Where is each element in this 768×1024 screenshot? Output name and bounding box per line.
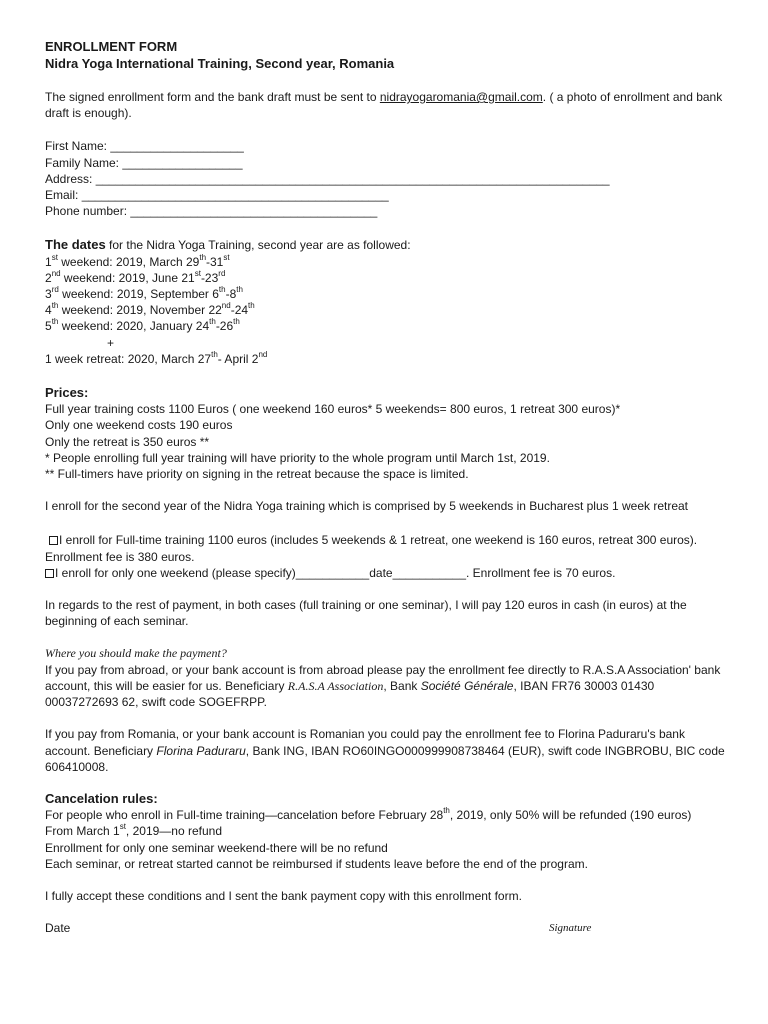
form-subtitle: Nidra Yoga International Training, Second year, Romania [45, 56, 395, 71]
cancellation-rule: Enrollment for only one seminar weekend-there will be no refund [45, 840, 388, 855]
email-label: Email: [45, 188, 79, 203]
weekend-5: 5th weekend: 2020, January 24th-26th [45, 317, 240, 334]
first-name-label: First Name: [45, 139, 108, 154]
cancellation-section [45, 791, 725, 872]
full-time-label: I enroll for Full-time training 1100 euros (includes 5 weekends & 1 retreat, one weekend is 160 euros, retreat 300 euros). Enrollment fee is 380 euros. [45, 533, 698, 564]
cancellation-heading: Cancelation rules: [45, 790, 158, 806]
intro-text: The signed enrollment form and the bank draft must be sent to [45, 90, 380, 104]
form-title: ENROLLMENT FORM [45, 39, 178, 54]
phone-blank[interactable]: _____________________________________ [130, 204, 378, 219]
email-blank[interactable]: ______________________________________________ [81, 188, 389, 203]
weekend-specify-blank[interactable]: ___________ [295, 565, 370, 580]
abroad-payment-paragraph: If you pay from abroad, or your bank account is from abroad please pay the enrollment fee directly to R.A.S.A Association' bank account, this will be easier for us. Beneficiary R.A.S.A Association, Bank Société Générale, IBAN FR76 30003 01430 00037272693 62, swift code SOGEFRPP. [45, 662, 721, 710]
email-link[interactable]: nidrayogaromania@gmail.com [379, 90, 543, 104]
full-time-option[interactable] [45, 532, 725, 564]
weekend-date-blank[interactable]: ___________ [392, 565, 466, 580]
prices-heading: Prices: [45, 385, 89, 401]
address-field[interactable] [45, 171, 725, 187]
first-name-blank[interactable]: ____________________ [110, 139, 244, 154]
acceptance-statement: I fully accept these conditions and I sent the bank payment copy with this enrollment form. [45, 888, 522, 903]
enrollment-options [45, 532, 725, 581]
prices-section [45, 385, 725, 482]
abroad-bank: Société Générale [420, 678, 514, 693]
family-name-blank[interactable]: __________________ [122, 155, 243, 170]
one-weekend-label: I enroll for only one weekend (please specify) [55, 565, 296, 580]
date-label: date [369, 565, 393, 580]
price-note: * People enrolling full year training will have priority to the whole program until March 1st, 2019. [45, 450, 550, 465]
payment-question: Where you should make the payment? [45, 646, 227, 661]
signature-row [45, 920, 725, 937]
one-weekend-fee: . Enrollment fee is 70 euros. [466, 565, 616, 580]
weekend-1: 1st weekend: 2019, March 29th-31st [45, 252, 230, 269]
weekend-4: 4th weekend: 2019, November 22nd-24th [45, 301, 255, 318]
email-field[interactable] [45, 187, 725, 203]
dates-intro-text: for the Nidra Yoga Training, second year are as followed: [105, 238, 411, 253]
cancellation-rule: For people who enroll in Full-time training—cancelation before February 28th, 2019, only 50% will be refunded (190 euros) [45, 806, 692, 823]
price-line: Only one weekend costs 190 euros [45, 418, 233, 433]
family-name-label: Family Name: [45, 155, 120, 170]
abroad-beneficiary: R.A.S.A Association [287, 678, 384, 693]
payment-section [45, 645, 725, 774]
dates-section [45, 237, 725, 367]
price-line: Only the retreat is 350 euros ** [45, 434, 210, 449]
cancellation-rule: Each seminar, or retreat started cannot be reimbursed if students leave before the end of the program. [45, 856, 588, 871]
dates-heading: The dates [45, 237, 106, 253]
full-time-checkbox[interactable] [49, 536, 58, 545]
cancellation-rule: From March 1st, 2019—no refund [45, 822, 222, 839]
dates-intro [45, 237, 725, 253]
intro-text-end: . ( a photo of enrollment and bank draft is enough). [45, 90, 723, 121]
intro-paragraph [45, 89, 725, 121]
romania-payment-paragraph: If you pay from Romania, or your bank account is Romanian you could pay the enrollment fee to Florina Paduraru's bank account. Beneficiary Florina Paduraru, Bank ING, IBAN RO60INGO000999908738464 (EUR), swift code INGBROBU, BIC code 606410008. [45, 727, 725, 774]
enroll-statement: I enroll for the second year of the Nidra Yoga training which is comprised by 5 weekends in Bucharest plus 1 week retreat [45, 499, 689, 514]
retreat-date: 1 week retreat: 2020, March 27th- April 2nd [45, 349, 268, 366]
plus-sign: + [107, 335, 115, 350]
first-name-field[interactable] [45, 138, 725, 154]
signature-label: Signature [549, 922, 592, 935]
phone-label: Phone number: [45, 204, 128, 219]
weekend-3: 3rd weekend: 2019, September 6th-8th [45, 285, 243, 302]
one-weekend-checkbox[interactable] [45, 569, 54, 578]
rest-payment-paragraph: In regards to the rest of payment, in both cases (full training or one seminar), I will pay 120 euros in cash (in euros) at the beginning of each seminar. [45, 598, 687, 629]
price-note: ** Full-timers have priority on signing in the retreat because the space is limited. [45, 467, 469, 482]
price-line: Full year training costs 1100 Euros ( one weekend 160 euros* 5 weekends= 800 euros, 1 retreat 300 euros)* [45, 402, 621, 417]
phone-field[interactable] [45, 203, 725, 219]
address-label: Address: [45, 171, 93, 186]
family-name-field[interactable] [45, 155, 725, 171]
one-weekend-option[interactable] [45, 565, 725, 581]
address-blank[interactable]: _____________________________________________________________________________ [95, 171, 610, 186]
personal-fields [45, 138, 725, 219]
enrollment-form [45, 38, 725, 937]
romania-beneficiary: Florina Paduraru [156, 743, 246, 758]
date-label: Date [45, 921, 71, 936]
weekend-2: 2nd weekend: 2019, June 21st-23rd [45, 268, 226, 285]
